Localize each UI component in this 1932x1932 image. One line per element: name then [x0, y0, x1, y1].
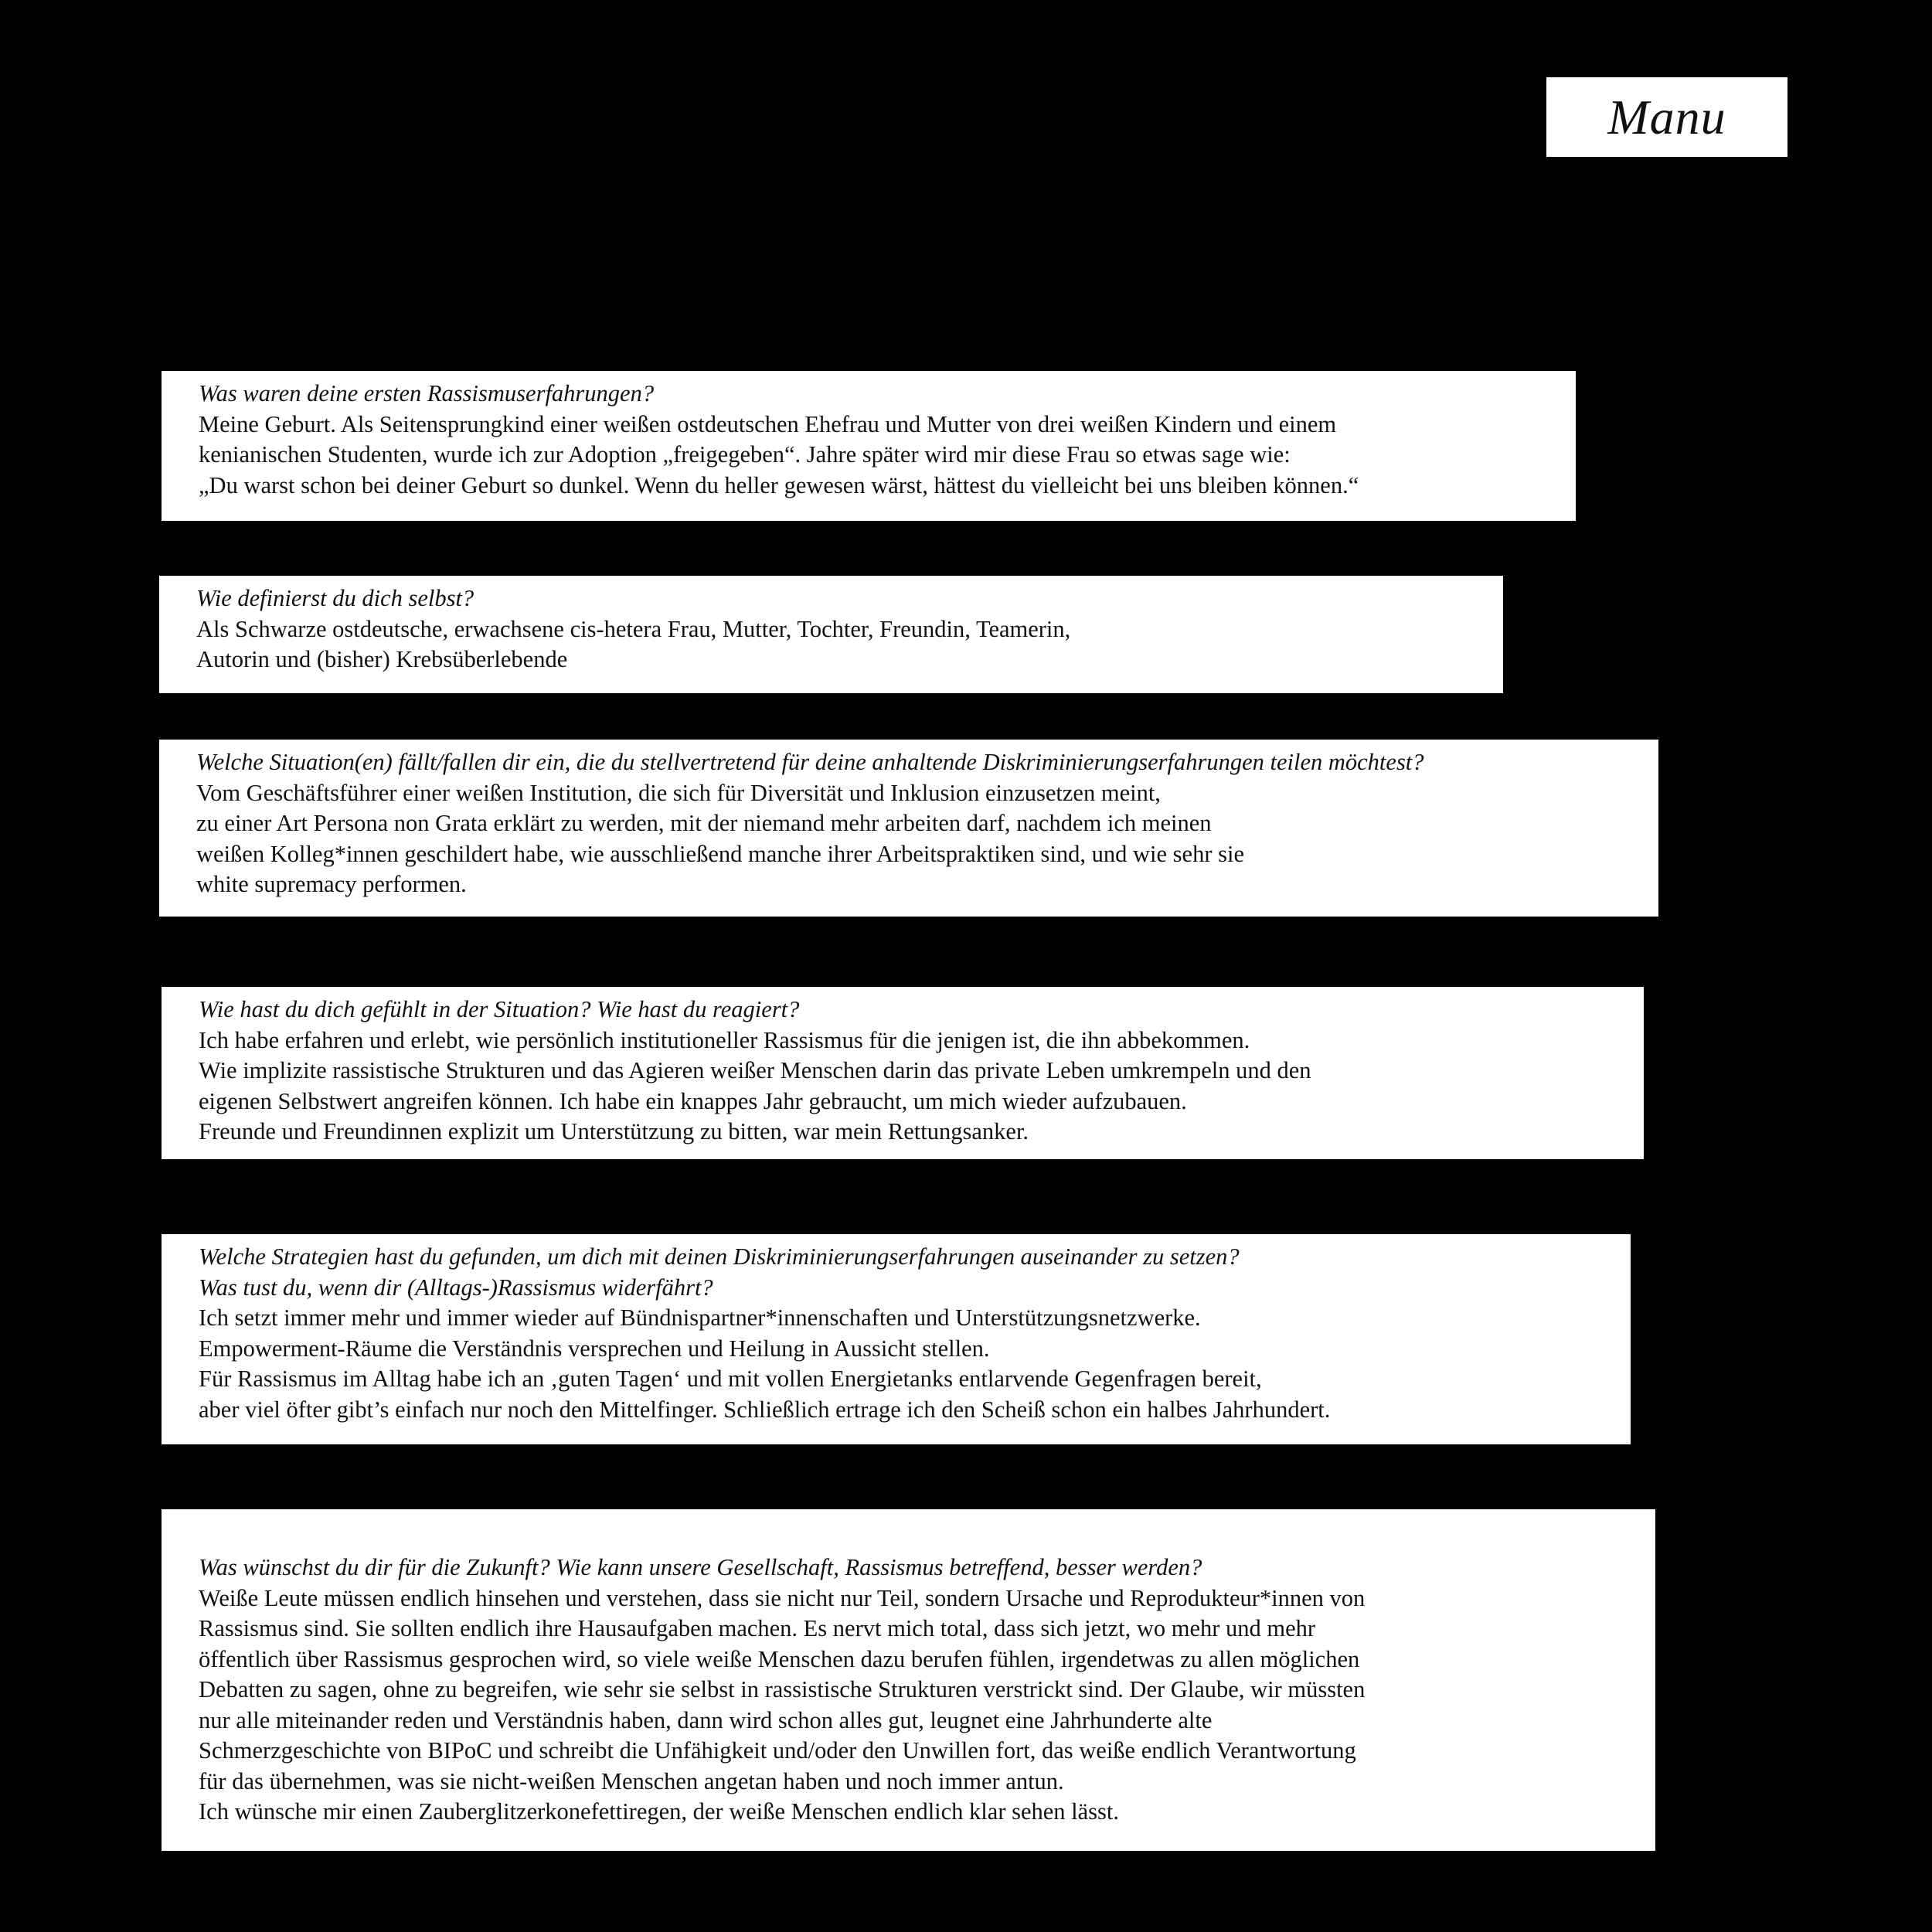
qa-block-feelings — [162, 987, 1644, 1159]
answer-line: Ich setzt immer mehr und immer wieder auf Bündnispartner*innenschaften und Unterstützungsnetzwerke. — [199, 1304, 1201, 1331]
answer-line: Für Rassismus im Alltag habe ich an ‚guten Tagen‘ und mit vollen Energietanks entlarvende Gegenfragen bereit, — [199, 1366, 1262, 1392]
answer-line: Wie implizite rassistische Strukturen und das Agieren weißer Menschen darin das private Leben umkrempeln und den — [199, 1057, 1311, 1083]
qa-block-self-definition — [159, 576, 1503, 693]
qa-block-situation — [159, 740, 1658, 917]
qa-block-strategies — [162, 1234, 1631, 1444]
answer-line: Autorin und (bisher) Krebsüberlebende — [196, 646, 568, 672]
answer-line: Meine Geburt. Als Seitensprungkind einer weißen ostdeutschen Ehefrau und Mutter von drei weißen Kindern und einem — [199, 410, 1337, 437]
answer-line: kenianischen Studenten, wurde ich zur Adoption „freigegeben“. Jahre später wird mir diese Frau so etwas sage wie: — [199, 441, 1291, 468]
question-line: Wie hast du dich gefühlt in der Situation? Wie hast du reagiert? — [199, 996, 800, 1022]
answer-line: weißen Kolleg*innen geschildert habe, wie ausschließend manche ihrer Arbeitspraktiken sind, und wie sehr sie — [196, 840, 1244, 867]
answer-line: Als Schwarze ostdeutsche, erwachsene cis-hetera Frau, Mutter, Tochter, Freundin, Teamerin, — [196, 615, 1071, 642]
qa-block-first-experiences — [162, 371, 1576, 521]
question-line: Was wünschst du dir für die Zukunft? Wie kann unsere Gesellschaft, Rassismus betreffend, besser werden? — [199, 1554, 1202, 1580]
answer-line: Debatten zu sagen, ohne zu begreifen, wie sehr sie selbst in rassistische Strukturen verstrickt sind. Der Glaube, wir müssten — [199, 1676, 1366, 1702]
answer-line: Ich wünsche mir einen Zauberglitzerkonefettiregen, der weiße Menschen endlich klar sehen lässt. — [199, 1798, 1120, 1825]
answer-line: Rassismus sind. Sie sollten endlich ihre Hausaufgaben machen. Es nervt mich total, dass sich jetzt, wo mehr und mehr — [199, 1615, 1316, 1641]
answer-line: Schmerzgeschichte von BIPoC und schreibt die Unfähigkeit und/oder den Unwillen fort, das weiße endlich Verantwortung — [199, 1737, 1356, 1764]
answer-line: white supremacy performen. — [196, 871, 467, 897]
answer-line: Freunde und Freundinnen explizit um Unterstützung zu bitten, war mein Rettungsanker. — [199, 1118, 1029, 1145]
qa-block-future-wishes — [162, 1509, 1655, 1851]
question-line: Was tust du, wenn dir (Alltags-)Rassismus widerfährt? — [199, 1274, 713, 1301]
answer-line: „Du warst schon bei deiner Geburt so dunkel. Wenn du heller gewesen wärst, hättest du vielleicht bei uns bleiben können.“ — [199, 471, 1359, 498]
interviewee-name: Manu — [1607, 89, 1726, 145]
answer-line: aber viel öfter gibt’s einfach nur noch den Mittelfinger. Schließlich ertrage ich den Scheiß schon ein halbes Jahrhundert. — [199, 1396, 1331, 1423]
question-line: Welche Strategien hast du gefunden, um dich mit deinen Diskriminierungserfahrungen auseinander zu setzen? — [199, 1243, 1240, 1270]
answer-line: für das übernehmen, was sie nicht-weißen Menschen angetan haben und noch immer antun. — [199, 1767, 1064, 1794]
answer-line: Vom Geschäftsführer einer weißen Institution, die sich für Diversität und Inklusion einzusetzen meint, — [196, 779, 1161, 806]
question-line: Welche Situation(en) fällt/fallen dir ein, die du stellvertretend für deine anhaltende Diskriminierungserfahrungen teilen möchtest? — [196, 749, 1424, 775]
answer-line: Ich habe erfahren und erlebt, wie persönlich institutioneller Rassismus für die jenigen ist, die ihn abbekommen. — [199, 1026, 1250, 1053]
answer-line: eigenen Selbstwert angreifen können. Ich habe ein knappes Jahr gebraucht, um mich wieder aufzubauen. — [199, 1087, 1187, 1114]
answer-line: öffentlich über Rassismus gesprochen wird, so viele weiße Menschen dazu berufen fühlen, irgendetwas zu allen möglichen — [199, 1645, 1360, 1672]
answer-line: nur alle miteinander reden und Verständnis haben, dann wird schon alles gut, leugnet eine Jahrhunderte alte — [199, 1706, 1213, 1733]
answer-line: Empowerment-Räume die Verständnis versprechen und Heilung in Aussicht stellen. — [199, 1335, 990, 1362]
question-line: Was waren deine ersten Rassismuserfahrungen? — [199, 380, 655, 406]
answer-line: zu einer Art Persona non Grata erklärt zu werden, mit der niemand mehr arbeiten darf, nachdem ich meinen — [196, 810, 1212, 836]
question-line: Wie definierst du dich selbst? — [196, 585, 474, 611]
answer-line: Weiße Leute müssen endlich hinsehen und verstehen, dass sie nicht nur Teil, sondern Ursache und Reprodukteur*innen von — [199, 1584, 1366, 1611]
name-label-box — [1546, 77, 1787, 157]
